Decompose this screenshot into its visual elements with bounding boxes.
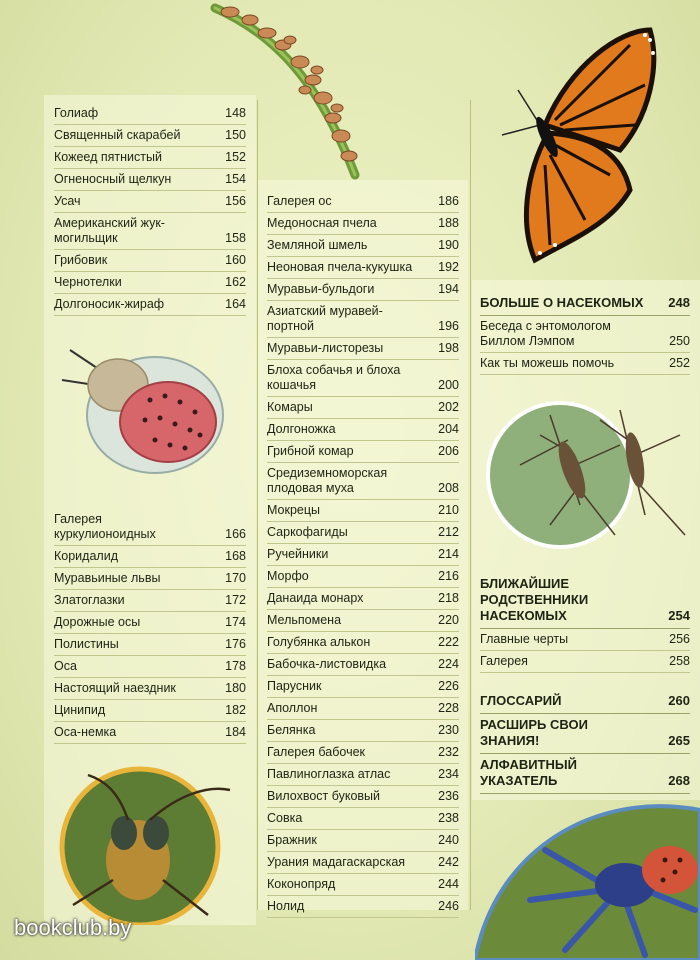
entry-page-number: 246 bbox=[438, 899, 459, 913]
entry-page-number: 232 bbox=[438, 745, 459, 759]
toc-entry[interactable] bbox=[267, 896, 459, 918]
toc-entry[interactable] bbox=[267, 720, 459, 742]
toc-entry[interactable] bbox=[267, 786, 459, 808]
entry-title: Огненосный щелкун bbox=[54, 172, 172, 186]
entry-page-number: 258 bbox=[669, 654, 690, 668]
entry-page-number: 172 bbox=[225, 593, 246, 607]
entry-title: Вилохвост буковый bbox=[267, 789, 381, 803]
toc-entry[interactable] bbox=[54, 722, 246, 744]
entry-page-number: 158 bbox=[225, 231, 246, 245]
entry-title: Кожеед пятнистый bbox=[54, 150, 162, 164]
section-more-insects bbox=[480, 292, 690, 375]
entry-title: Как ты можешь помочь bbox=[480, 356, 615, 370]
toc-entry[interactable] bbox=[267, 610, 459, 632]
entry-page-number: 162 bbox=[225, 275, 246, 289]
toc-entry[interactable] bbox=[267, 500, 459, 522]
entry-title: АЛФАВИТНЫЙ УКАЗАТЕЛЬ bbox=[480, 757, 577, 788]
section-page: 254 bbox=[668, 608, 690, 623]
entry-title: Белянка bbox=[267, 723, 316, 737]
toc-entry[interactable] bbox=[267, 522, 459, 544]
column-divider bbox=[470, 100, 471, 910]
entry-page-number: 192 bbox=[438, 260, 459, 274]
toc-entry[interactable] bbox=[267, 441, 459, 463]
entry-page-number: 166 bbox=[225, 527, 246, 541]
entry-page-number: 252 bbox=[669, 356, 690, 370]
toc-entry[interactable] bbox=[54, 103, 246, 125]
entry-title: Земляной шмель bbox=[267, 238, 368, 252]
toc-entry[interactable] bbox=[54, 125, 246, 147]
section-end-matter bbox=[480, 690, 690, 794]
entry-title: РАСШИРЬ СВОИ ЗНАНИЯ! bbox=[480, 717, 588, 748]
entry-title: Медоносная пчела bbox=[267, 216, 377, 230]
entry-page-number: 214 bbox=[438, 547, 459, 561]
toc-column2 bbox=[267, 191, 459, 918]
entry-title: Коридалид bbox=[54, 549, 118, 563]
toc-entry[interactable] bbox=[54, 546, 246, 568]
toc-entry[interactable] bbox=[267, 566, 459, 588]
entry-page-number: 228 bbox=[438, 701, 459, 715]
entry-page-number: 168 bbox=[225, 549, 246, 563]
toc-entry[interactable] bbox=[54, 294, 246, 316]
toc-entry[interactable] bbox=[54, 612, 246, 634]
toc-entry[interactable] bbox=[54, 568, 246, 590]
entry-title: Цинипид bbox=[54, 703, 106, 717]
entry-page-number: 160 bbox=[225, 253, 246, 267]
entry-title: Парусник bbox=[267, 679, 322, 693]
toc-entry[interactable] bbox=[480, 651, 690, 673]
entry-title: Чернотелки bbox=[54, 275, 122, 289]
entry-page-number: 174 bbox=[225, 615, 246, 629]
entry-page-number: 176 bbox=[225, 637, 246, 651]
toc-entry[interactable] bbox=[54, 191, 246, 213]
entry-page-number: 206 bbox=[438, 444, 459, 458]
toc-entry[interactable] bbox=[267, 544, 459, 566]
entry-page-number: 218 bbox=[438, 591, 459, 605]
toc-entry[interactable] bbox=[480, 353, 690, 375]
entry-title: Галерея ос bbox=[267, 194, 332, 208]
toc-entry[interactable] bbox=[267, 632, 459, 654]
section-heading[interactable] bbox=[480, 714, 690, 754]
watermark-text: bookclub.by bbox=[14, 915, 132, 940]
entry-title: Усач bbox=[54, 194, 81, 208]
toc-entry[interactable] bbox=[267, 874, 459, 896]
toc-entry[interactable] bbox=[54, 678, 246, 700]
entry-page-number: 154 bbox=[225, 172, 246, 186]
entry-title: Полистины bbox=[54, 637, 119, 651]
toc-entry[interactable] bbox=[267, 338, 459, 360]
monarch-butterfly-photo bbox=[500, 25, 665, 270]
section-heading[interactable] bbox=[480, 754, 690, 794]
toc-entry[interactable] bbox=[54, 590, 246, 612]
entry-page-number: 156 bbox=[225, 194, 246, 208]
entry-title: Галерея bbox=[480, 654, 528, 668]
entry-page-number: 242 bbox=[438, 855, 459, 869]
tortoise-beetle-photo bbox=[60, 330, 230, 490]
entry-page-number: 194 bbox=[438, 282, 459, 296]
toc-entry[interactable] bbox=[267, 257, 459, 279]
entry-page-number: 268 bbox=[668, 773, 690, 788]
entry-page-number: 256 bbox=[669, 632, 690, 646]
entry-page-number: 184 bbox=[225, 725, 246, 739]
tarantula-photo bbox=[475, 790, 700, 960]
entry-page-number: 208 bbox=[438, 481, 459, 495]
entry-title: Муравьи-листорезы bbox=[267, 341, 384, 355]
entry-page-number: 150 bbox=[225, 128, 246, 142]
entry-title: Долгоносик-жираф bbox=[54, 297, 165, 311]
entry-title: Неоновая пчела-кукушка bbox=[267, 260, 413, 274]
entry-title: Главные черты bbox=[480, 632, 569, 646]
entry-page-number: 220 bbox=[438, 613, 459, 627]
entry-page-number: 200 bbox=[438, 378, 459, 392]
entry-page-number: 188 bbox=[438, 216, 459, 230]
entry-title: Бражник bbox=[267, 833, 317, 847]
entry-title: Ручейники bbox=[267, 547, 329, 561]
entry-page-number: 198 bbox=[438, 341, 459, 355]
entry-title: Нолид bbox=[267, 899, 305, 913]
toc-column1-bottom bbox=[54, 509, 246, 744]
toc-entry[interactable] bbox=[480, 316, 690, 353]
entry-title: Средиземноморская плодовая муха bbox=[267, 466, 388, 495]
toc-entry[interactable] bbox=[267, 852, 459, 874]
toc-entry[interactable] bbox=[267, 279, 459, 301]
wasp-photo bbox=[58, 765, 233, 925]
section-heading[interactable] bbox=[480, 292, 690, 316]
entry-title: Аполлон bbox=[267, 701, 318, 715]
entry-page-number: 222 bbox=[438, 635, 459, 649]
entry-page-number: 178 bbox=[225, 659, 246, 673]
toc-entry[interactable] bbox=[267, 235, 459, 257]
entry-page-number: 224 bbox=[438, 657, 459, 671]
entry-page-number: 190 bbox=[438, 238, 459, 252]
toc-entry[interactable] bbox=[54, 272, 246, 294]
entry-page-number: 170 bbox=[225, 571, 246, 585]
entry-page-number: 186 bbox=[438, 194, 459, 208]
entry-title: Грибной комар bbox=[267, 444, 354, 458]
section-title: БОЛЬШЕ О НАСЕКОМЫХ bbox=[480, 295, 644, 310]
entry-page-number: 236 bbox=[438, 789, 459, 803]
entry-page-number: 202 bbox=[438, 400, 459, 414]
toc-column1-top bbox=[54, 103, 246, 316]
entry-title: Американский жук-могильщик bbox=[54, 216, 165, 245]
section-nearest-relatives bbox=[480, 573, 690, 673]
entry-page-number: 152 bbox=[225, 150, 246, 164]
entry-title: Коконопряд bbox=[267, 877, 336, 891]
entry-title: Голубянка алькон bbox=[267, 635, 371, 649]
entry-title: Блоха собачья и блоха кошачья bbox=[267, 363, 401, 392]
entry-title: Морфо bbox=[267, 569, 309, 583]
toc-entry[interactable] bbox=[267, 588, 459, 610]
entry-title: Голиаф bbox=[54, 106, 99, 120]
entry-page-number: 148 bbox=[225, 106, 246, 120]
entry-title: Павлиноглазка атлас bbox=[267, 767, 391, 781]
entry-title: Священный скарабей bbox=[54, 128, 181, 142]
toc-entry[interactable] bbox=[54, 634, 246, 656]
entry-page-number: 210 bbox=[438, 503, 459, 517]
toc-entry[interactable] bbox=[267, 463, 459, 500]
entry-title: ГЛОССАРИЙ bbox=[480, 693, 562, 708]
entry-page-number: 216 bbox=[438, 569, 459, 583]
toc-entry[interactable] bbox=[54, 509, 246, 546]
entry-title: Дорожные осы bbox=[54, 615, 141, 629]
toc-entry[interactable] bbox=[54, 169, 246, 191]
toc-entry[interactable] bbox=[267, 676, 459, 698]
toc-entry[interactable] bbox=[267, 830, 459, 852]
entry-page-number: 238 bbox=[438, 811, 459, 825]
entry-page-number: 260 bbox=[668, 693, 690, 708]
entry-page-number: 226 bbox=[438, 679, 459, 693]
entry-title: Совка bbox=[267, 811, 303, 825]
entry-title: Галерея куркулионоидных bbox=[54, 512, 156, 541]
entry-title: Муравьи-бульдоги bbox=[267, 282, 375, 296]
entry-title: Мокрецы bbox=[267, 503, 321, 517]
entry-title: Долгоножка bbox=[267, 422, 336, 436]
entry-title: Златоглазки bbox=[54, 593, 125, 607]
entry-page-number: 196 bbox=[438, 319, 459, 333]
toc-entry[interactable] bbox=[267, 191, 459, 213]
toc-entry[interactable] bbox=[54, 250, 246, 272]
entry-title: Саркофагиды bbox=[267, 525, 348, 539]
entry-title: Азиатский муравей-портной bbox=[267, 304, 383, 333]
entry-title: Муравьиные львы bbox=[54, 571, 161, 585]
toc-entry[interactable] bbox=[480, 629, 690, 651]
toc-entry[interactable] bbox=[267, 808, 459, 830]
entry-page-number: 212 bbox=[438, 525, 459, 539]
entry-page-number: 182 bbox=[225, 703, 246, 717]
toc-entry[interactable] bbox=[267, 213, 459, 235]
toc-entry[interactable] bbox=[267, 360, 459, 397]
toc-entry[interactable] bbox=[267, 698, 459, 720]
toc-entry[interactable] bbox=[54, 213, 246, 250]
toc-entry[interactable] bbox=[267, 764, 459, 786]
entry-page-number: 164 bbox=[225, 297, 246, 311]
column-divider bbox=[257, 100, 258, 910]
mosquito-photo bbox=[480, 395, 690, 555]
entry-page-number: 234 bbox=[438, 767, 459, 781]
entry-title: Урания мадагаскарская bbox=[267, 855, 406, 869]
entry-title: Комары bbox=[267, 400, 313, 414]
toc-entry[interactable] bbox=[267, 419, 459, 441]
entry-title: Данаида монарх bbox=[267, 591, 364, 605]
entry-title: Настоящий наездник bbox=[54, 681, 176, 695]
section-heading[interactable] bbox=[480, 690, 690, 714]
entry-page-number: 240 bbox=[438, 833, 459, 847]
toc-entry[interactable] bbox=[54, 700, 246, 722]
section-title: БЛИЖАЙШИЕ РОДСТВЕННИКИ НАСЕКОМЫХ bbox=[480, 576, 589, 623]
entry-title: Мельпомена bbox=[267, 613, 342, 627]
toc-entry[interactable] bbox=[267, 742, 459, 764]
section-page: 248 bbox=[668, 295, 690, 310]
entry-title: Оса bbox=[54, 659, 77, 673]
toc-entry[interactable] bbox=[54, 147, 246, 169]
section-heading[interactable] bbox=[480, 573, 690, 629]
entry-title: Беседа с энтомологом Биллом Лэмпом bbox=[480, 319, 611, 348]
entry-title: Бабочка-листовидка bbox=[267, 657, 387, 671]
entry-title: Грибовик bbox=[54, 253, 108, 267]
entry-title: Галерея бабочек bbox=[267, 745, 366, 759]
entry-page-number: 265 bbox=[668, 733, 690, 748]
entry-title: Оса-немка bbox=[54, 725, 117, 739]
entry-page-number: 230 bbox=[438, 723, 459, 737]
toc-entry[interactable] bbox=[267, 397, 459, 419]
entry-page-number: 180 bbox=[225, 681, 246, 695]
toc-entry[interactable] bbox=[54, 656, 246, 678]
entry-page-number: 250 bbox=[669, 334, 690, 348]
entry-page-number: 204 bbox=[438, 422, 459, 436]
entry-page-number: 244 bbox=[438, 877, 459, 891]
toc-entry[interactable] bbox=[267, 301, 459, 338]
toc-entry[interactable] bbox=[267, 654, 459, 676]
